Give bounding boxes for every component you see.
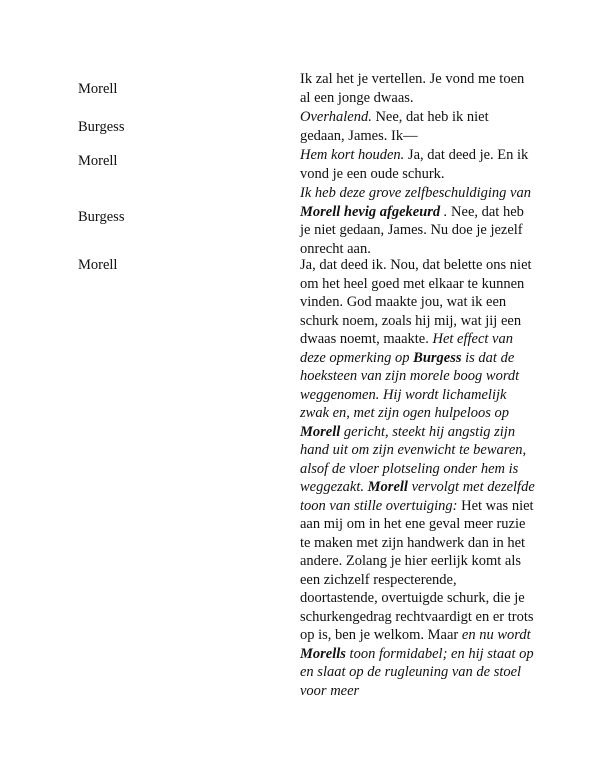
stage-direction: gericht, steekt hij angstig zijn hand uit om zijn evenwicht te bewaren, alsof de vloer plotseling onder hem is weggezakt.: [300, 423, 527, 495]
dialogue-segment: Het was niet aan mij om in het ene geval meer ruzie te maken met zijn handwerk dan in het andere. Zolang je hier eerlijk komt als een zichzelf respecterende, doortastende, overtuigde schurk, die je schurkengedrag rechtvaardigt en er trots op is, ben je welkom. Maar: [300, 497, 534, 643]
stage-direction: toon formidabel; en hij staat op en slaat op de rugleuning van de stoel voor meer: [300, 645, 534, 699]
stage-direction: is dat de hoeksteen van zijn morele boog wordt weggenomen. Hij wordt lichamelijk zwak en, met zijn ogen hulpeloos op: [300, 349, 520, 421]
stage-direction: Het effect van deze opmerking op: [300, 331, 513, 366]
character-name: Morell hevig afgekeurd: [300, 203, 441, 220]
speaker-name: Burgess: [78, 119, 125, 135]
dialogue-text: [300, 108, 536, 145]
character-name: Morells: [300, 645, 346, 662]
stage-direction: en nu wordt: [461, 627, 531, 643]
speaker-name: Morell: [78, 81, 118, 97]
character-name: Morell: [300, 423, 341, 440]
speaker-name: Burgess: [78, 209, 125, 225]
dialogue-segment: Ja, dat deed je. En ik vond je een oude schurk.: [300, 147, 529, 182]
stage-direction: vervolgt met dezelfde toon van stille overtuiging:: [300, 479, 535, 514]
dialogue-text: [300, 146, 536, 183]
character-name: Morell: [367, 479, 408, 495]
dialogue-segment: Ik zal het je vertellen. Je vond me toen al een jonge dwaas.: [300, 71, 525, 106]
speaker-name: Morell: [78, 257, 118, 273]
speaker-name: Morell: [78, 153, 118, 169]
stage-direction: .: [440, 203, 448, 220]
dialogue-segment: Nee, dat heb ik niet gedaan, James. Ik—: [300, 109, 489, 144]
dialogue-text: [300, 70, 536, 107]
stage-direction: Overhalend.: [300, 109, 372, 125]
dialogue-text: [300, 184, 536, 258]
dialogue-segment: Ja, dat deed ik. Nou, dat belette ons niet om het heel goed met elkaar te kunnen vinden. God maakte jou, wat ik een schurk noem, zoals hij mij, wat jij een dwaas noemt, maakte.: [300, 257, 532, 347]
dialogue-text: [300, 256, 536, 700]
character-name: Burgess: [413, 349, 462, 366]
dialogue-segment: Nee, dat heb je niet gedaan, James. Nu doe je jezelf onrecht aan.: [300, 203, 524, 257]
stage-direction: Hem kort houden.: [300, 147, 405, 163]
stage-direction: Ik heb deze grove zelfbeschuldiging van: [300, 185, 531, 201]
